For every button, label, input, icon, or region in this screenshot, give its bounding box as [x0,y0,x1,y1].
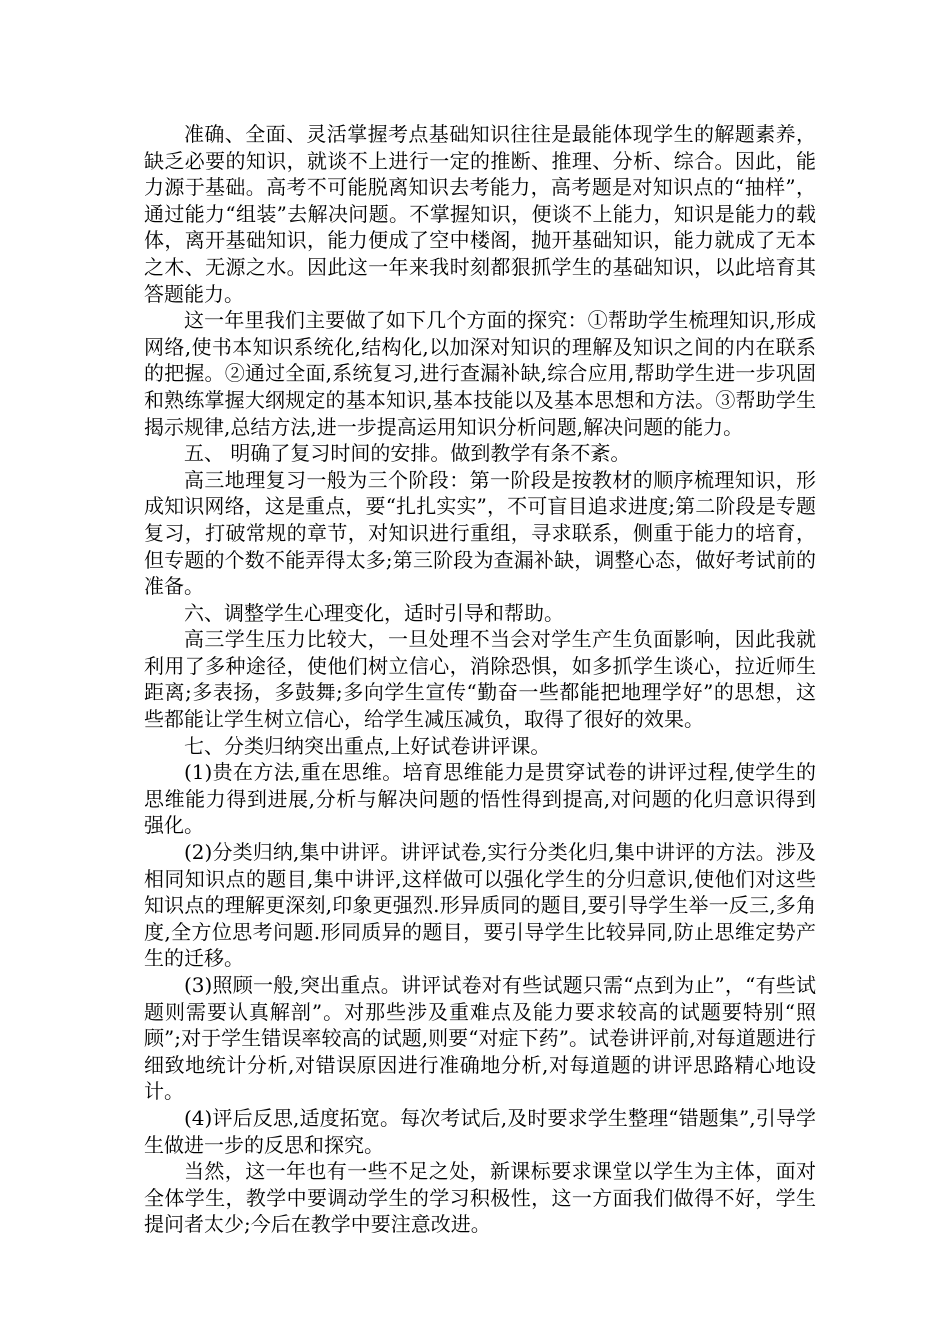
paragraph-11: (4)评后反思,适度拓宽。每次考试后,及时要求学生整理“错题集”,引导学生做进一步的反思和探究。 [144,1105,816,1157]
paragraph-2: 这一年里我们主要做了如下几个方面的探究：①帮助学生梳理知识,形成网络,使书本知识系统化,结构化,以加深对知识的理解及知识之间的内在联系的把握。②通过全面,系统复习,进行查漏补缺,综合应用,帮助学生进一步巩固和熟练掌握大纲规定的基本知识,基本技能以及基本思想和方法。③帮助学生揭示规律,总结方法,进一步提高运用知识分析问题,解决问题的能力。 [144,308,816,439]
paragraph-4: 高三地理复习一般为三个阶段：第一阶段是按教材的顺序梳理知识，形成知识网络，这是重点，要“扎扎实实”，不可盲目追求进度;第二阶段是专题复习，打破常规的章节，对知识进行重组，寻求联系，侧重于能力的培育，但专题的个数不能弄得太多;第三阶段为查漏补缺，调整心态，做好考试前的准备。 [144,467,816,599]
paragraph-10: (3)照顾一般,突出重点。讲评试卷对有些试题只需“点到为止”，“有些试题则需要认真解剖”。对那些涉及重难点及能力要求较高的试题要特别“照顾”;对于学生错误率较高的试题,则要“对症下药”。试卷讲评前,对每道题进行细致地统计分析,对错误原因进行准确地分析,对每道题的讲评思路精心地设计。 [144,973,816,1104]
paragraph-7: 七、分类归纳突出重点,上好试卷讲评课。 [184,733,551,758]
paragraph-5: 六、调整学生心理变化，适时引导和帮助。 [184,600,564,625]
paragraph-8: (1)贵在方法,重在思维。培育思维能力是贯穿试卷的讲评过程,使学生的思维能力得到进展,分析与解决问题的悟性得到提高,对问题的化归意识得到强化。 [144,760,816,838]
paragraph-12: 当然，这一年也有一些不足之处，新课标要求课堂以学生为主体，面对全体学生，教学中要调动学生的学习积极性，这一方面我们做得不好，学生提问者太少;今后在教学中要注意改进。 [144,1159,816,1237]
paragraph-1: 准确、全面、灵活掌握考点基础知识往往是最能体现学生的解题素养，缺乏必要的知识，就谈不上进行一定的推断、推理、分析、综合。因此，能力源于基础。高考不可能脱离知识去考能力，高考题是对知识点的“抽样”，通过能力“组装”去解决问题。不掌握知识，便谈不上能力，知识是能力的载体，离开基础知识，能力便成了空中楼阁，抛开基础知识，能力就成了无本之木、无源之水。因此这一年来我时刻都狠抓学生的基础知识，以此培育其答题能力。 [144,122,816,306]
paragraph-9: (2)分类归纳,集中讲评。讲评试卷,实行分类化归,集中讲评的方法。涉及相同知识点的题目,集中讲评,这样做可以强化学生的分归意识,使他们对这些知识点的理解更深刻,印象更强烈.形异质同的题目,要引导学生举一反三,多角度,全方位思考问题.形同质异的题目，要引导学生比较异同,防止思维定势产生的迁移。 [144,840,816,971]
document-body [144,121,816,1238]
paragraph-3: 五、 明确了复习时间的安排。做到教学有条不紊。 [184,441,631,466]
paragraph-6: 高三学生压力比较大，一旦处理不当会对学生产生负面影响，因此我就利用了多种途径，使他们树立信心，消除恐惧，如多抓学生谈心，拉近师生距离;多表扬，多鼓舞;多向学生宣传“勤奋一些都能把地理学好”的思想，这些都能让学生树立信心，给学生减压减负，取得了很好的效果。 [144,627,816,732]
